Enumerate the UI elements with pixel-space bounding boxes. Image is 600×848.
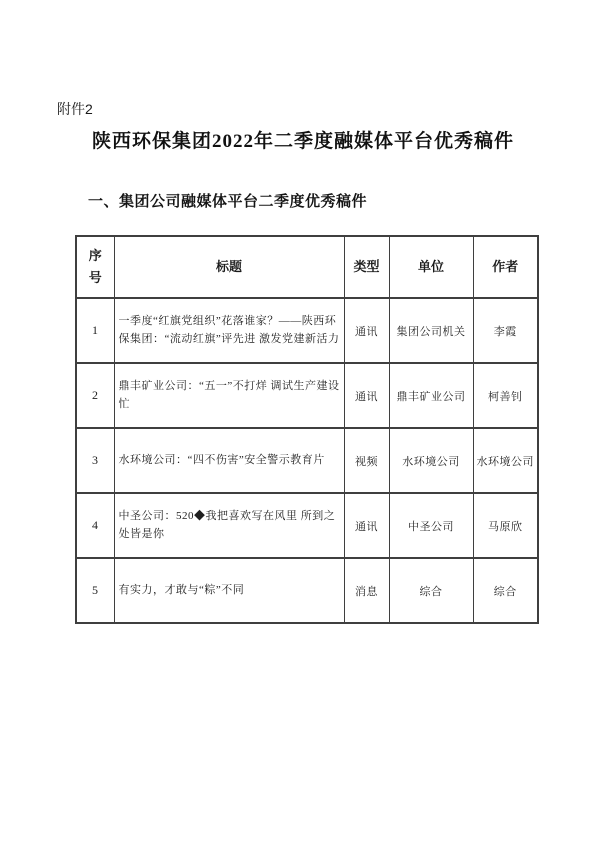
cell-title: 有实力，才敢与“粽”不同 (114, 558, 344, 623)
cell-no: 4 (76, 493, 114, 558)
excellent-articles-table (75, 235, 539, 624)
cell-unit: 鼎丰矿业公司 (389, 363, 473, 428)
cell-title: 一季度“红旗党组织”花落谁家？——陕西环保集团：“流动红旗”评先进 激发党建新活力 (114, 298, 344, 363)
table-header-row (76, 236, 538, 298)
table-row (76, 428, 538, 493)
cell-author: 马原欣 (473, 493, 538, 558)
cell-unit: 综合 (389, 558, 473, 623)
cell-author: 李霞 (473, 298, 538, 363)
cell-author: 水环境公司 (473, 428, 538, 493)
column-header-title: 标题 (114, 236, 344, 298)
table-row (76, 493, 538, 558)
cell-no: 2 (76, 363, 114, 428)
column-header-no: 序号 (76, 236, 114, 298)
cell-unit: 水环境公司 (389, 428, 473, 493)
document-title: 陕西环保集团2022年二季度融媒体平台优秀稿件 (91, 131, 514, 152)
table-row (76, 558, 538, 623)
cell-type: 视频 (344, 428, 389, 493)
attachment-label: 附件2 (57, 101, 93, 117)
column-header-unit: 单位 (389, 236, 473, 298)
table-row (76, 363, 538, 428)
cell-no: 1 (76, 298, 114, 363)
cell-no: 3 (76, 428, 114, 493)
cell-no: 5 (76, 558, 114, 623)
cell-unit: 中圣公司 (389, 493, 473, 558)
column-header-type: 类型 (344, 236, 389, 298)
cell-type: 消息 (344, 558, 389, 623)
section-heading: 一、集团公司融媒体平台二季度优秀稿件 (88, 193, 368, 210)
cell-unit: 集团公司机关 (389, 298, 473, 363)
cell-title: 鼎丰矿业公司：“五一”不打烊 调试生产建设忙 (114, 363, 344, 428)
cell-type: 通讯 (344, 493, 389, 558)
cell-author: 综合 (473, 558, 538, 623)
cell-title: 水环境公司：“四不伤害”安全警示教育片 (114, 428, 344, 493)
cell-type: 通讯 (344, 363, 389, 428)
cell-author: 柯善钊 (473, 363, 538, 428)
cell-type: 通讯 (344, 298, 389, 363)
column-header-author: 作者 (473, 236, 538, 298)
table-row (76, 298, 538, 363)
cell-title: 中圣公司：520◆我把喜欢写在风里 所到之处皆是你 (114, 493, 344, 558)
